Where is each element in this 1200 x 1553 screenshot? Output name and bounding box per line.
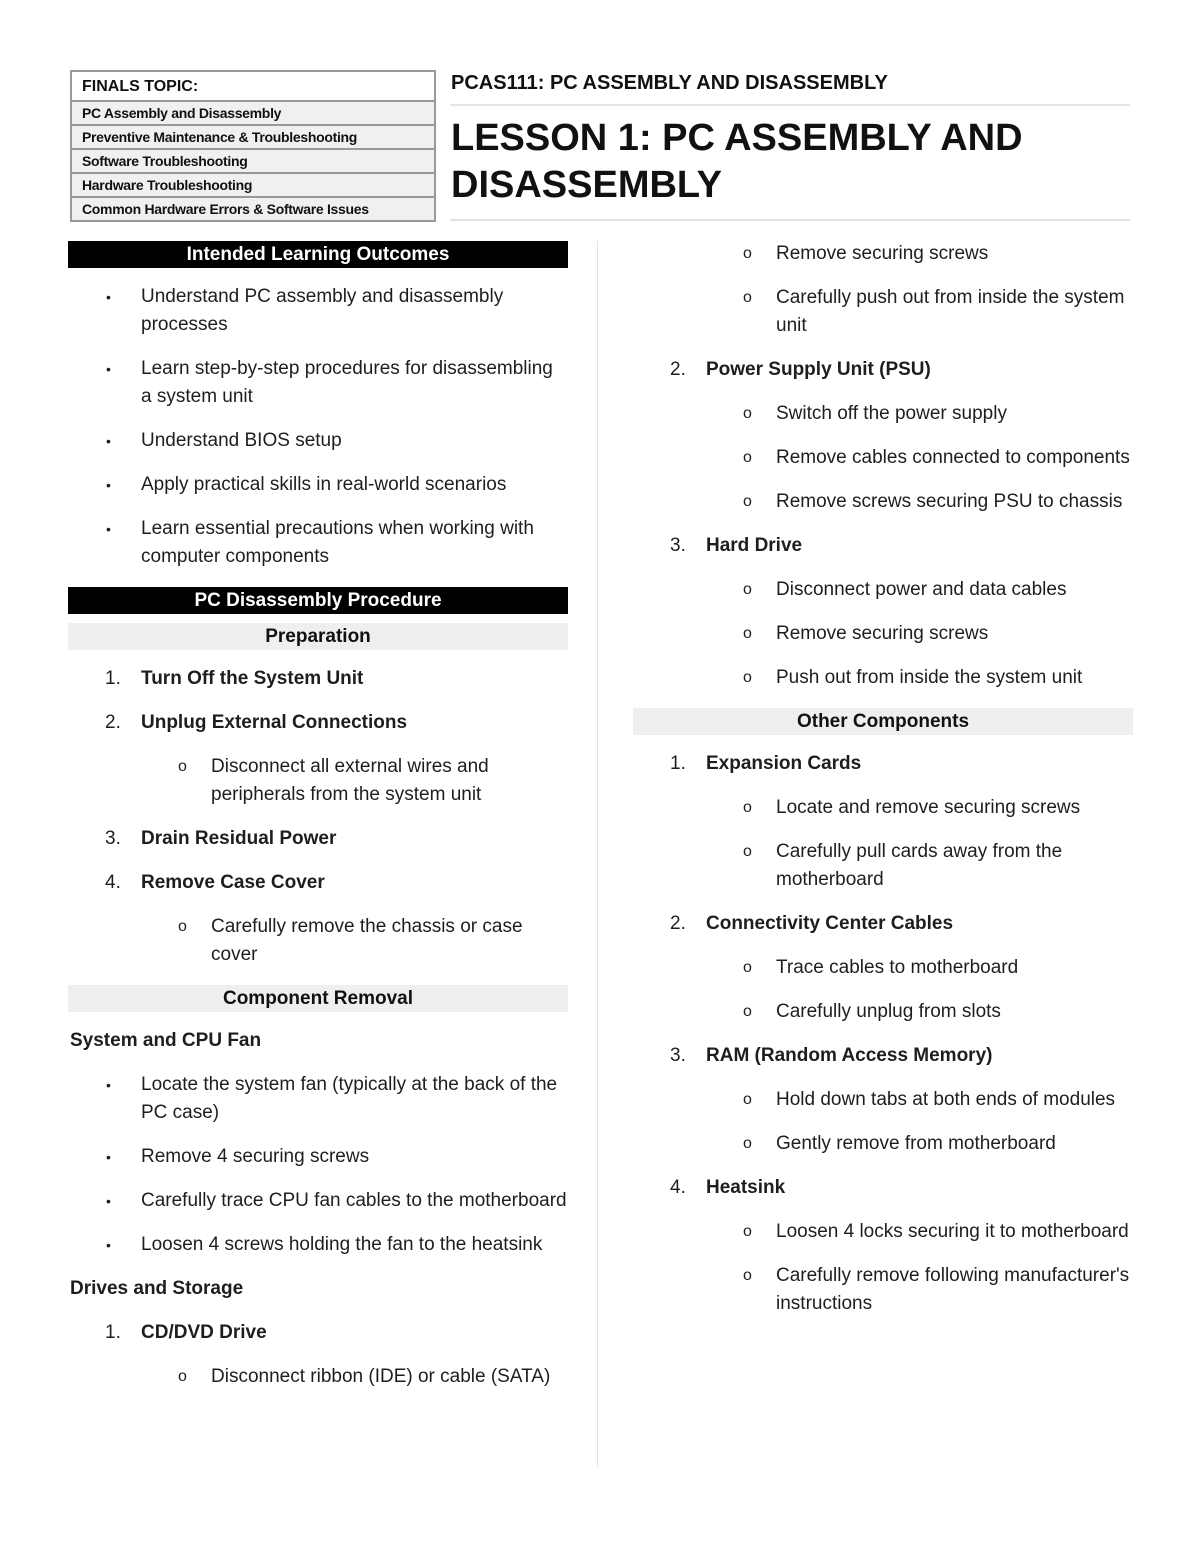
step-item: 1. CD/DVD Drive bbox=[105, 1322, 267, 1343]
sub-item: o Push out from inside the system unit bbox=[633, 664, 1133, 692]
sub-item: o Loosen 4 locks securing it to motherboard bbox=[633, 1218, 1133, 1246]
list-item: • Learn step-by-step procedures for disassembling a system unit bbox=[68, 355, 568, 411]
step-item: 2. Power Supply Unit (PSU) bbox=[670, 359, 931, 380]
course-title: PCAS111: PC ASSEMBLY AND DISASSEMBLY bbox=[451, 72, 888, 94]
circle-bullet-icon: o bbox=[743, 669, 752, 686]
step-item: 4. Heatsink bbox=[670, 1177, 786, 1198]
sub-item: o Remove securing screws bbox=[633, 620, 1133, 648]
step-item: 1. Expansion Cards bbox=[670, 753, 862, 774]
topic-item: Common Hardware Errors & Software Issues bbox=[72, 198, 434, 220]
bullet-icon: • bbox=[106, 477, 111, 493]
sub-item: o Carefully push out from inside the system unit bbox=[633, 284, 1133, 340]
list-item: • Understand PC assembly and disassembly processes bbox=[68, 283, 568, 339]
circle-bullet-icon: o bbox=[743, 1135, 752, 1152]
circle-bullet-icon: o bbox=[743, 959, 752, 976]
list-item: • Apply practical skills in real-world scenarios bbox=[68, 471, 568, 499]
sub-item: o Locate and remove securing screws bbox=[633, 794, 1133, 822]
right-column bbox=[633, 240, 1133, 1334]
heading-system-cpu-fan: System and CPU Fan bbox=[70, 1030, 262, 1051]
list-item: • Loosen 4 screws holding the fan to the heatsink bbox=[68, 1231, 568, 1259]
bullet-icon: • bbox=[106, 1149, 111, 1165]
bullet-icon: • bbox=[106, 521, 111, 537]
bullet-icon: • bbox=[106, 361, 111, 377]
circle-bullet-icon: o bbox=[743, 799, 752, 816]
list-item: • Carefully trace CPU fan cables to the motherboard bbox=[68, 1187, 568, 1215]
sub-item: o Remove cables connected to components bbox=[633, 444, 1133, 472]
finals-topic-box bbox=[70, 70, 436, 222]
subsection-other-components: Other Components bbox=[633, 708, 1133, 735]
circle-bullet-icon: o bbox=[178, 1368, 187, 1385]
sub-item: o Remove securing screws bbox=[633, 240, 1133, 268]
circle-bullet-icon: o bbox=[743, 581, 752, 598]
sub-item: o Carefully remove following manufacturer's instructions bbox=[633, 1262, 1133, 1318]
sub-item: o Carefully pull cards away from the motherboard bbox=[633, 838, 1133, 894]
list-item: • Learn essential precautions when working with computer components bbox=[68, 515, 568, 571]
circle-bullet-icon: o bbox=[743, 1091, 752, 1108]
subsection-component-removal: Component Removal bbox=[68, 985, 568, 1012]
circle-bullet-icon: o bbox=[743, 449, 752, 466]
step-item: 3. Drain Residual Power bbox=[105, 828, 337, 849]
sub-item: o Remove screws securing PSU to chassis bbox=[633, 488, 1133, 516]
finals-topic-title: FINALS TOPIC: bbox=[72, 72, 434, 102]
divider-line bbox=[450, 219, 1130, 221]
list-item: • Locate the system fan (typically at the back of the PC case) bbox=[68, 1071, 568, 1127]
column-divider bbox=[597, 241, 598, 1466]
heading-drives-storage: Drives and Storage bbox=[70, 1278, 244, 1299]
circle-bullet-icon: o bbox=[743, 245, 752, 262]
list-item: • Understand BIOS setup bbox=[68, 427, 568, 455]
circle-bullet-icon: o bbox=[178, 758, 187, 775]
sub-item: o Gently remove from motherboard bbox=[633, 1130, 1133, 1158]
sub-item: o Disconnect power and data cables bbox=[633, 576, 1133, 604]
circle-bullet-icon: o bbox=[743, 843, 752, 860]
step-item: 3. RAM (Random Access Memory) bbox=[670, 1045, 993, 1066]
sub-item: o Carefully unplug from slots bbox=[633, 998, 1133, 1026]
sub-item: o Disconnect all external wires and peripherals from the system unit bbox=[68, 753, 568, 809]
circle-bullet-icon: o bbox=[743, 1267, 752, 1284]
bullet-icon: • bbox=[106, 1077, 111, 1093]
subsection-preparation: Preparation bbox=[68, 623, 568, 650]
sub-item: o Carefully remove the chassis or case cover bbox=[68, 913, 568, 969]
step-item: 1. Turn Off the System Unit bbox=[105, 668, 364, 689]
list-item: • Remove 4 securing screws bbox=[68, 1143, 568, 1171]
circle-bullet-icon: o bbox=[743, 625, 752, 642]
bullet-icon: • bbox=[106, 1237, 111, 1253]
bullet-icon: • bbox=[106, 1193, 111, 1209]
topic-item: Software Troubleshooting bbox=[72, 150, 434, 174]
step-item: 3. Hard Drive bbox=[670, 535, 803, 556]
circle-bullet-icon: o bbox=[743, 1223, 752, 1240]
left-column bbox=[68, 241, 568, 1407]
step-item: 2. Unplug External Connections bbox=[105, 712, 408, 733]
sub-item: o Hold down tabs at both ends of modules bbox=[633, 1086, 1133, 1114]
step-item: 2. Connectivity Center Cables bbox=[670, 913, 954, 934]
topic-item: PC Assembly and Disassembly bbox=[72, 102, 434, 126]
lesson-title: LESSON 1: PC ASSEMBLY AND DISASSEMBLY bbox=[451, 117, 1023, 206]
circle-bullet-icon: o bbox=[743, 405, 752, 422]
bullet-icon: • bbox=[106, 289, 111, 305]
circle-bullet-icon: o bbox=[178, 918, 187, 935]
section-header-procedure: PC Disassembly Procedure bbox=[68, 587, 568, 614]
bullet-icon: • bbox=[106, 433, 111, 449]
topic-item: Preventive Maintenance & Troubleshooting bbox=[72, 126, 434, 150]
circle-bullet-icon: o bbox=[743, 289, 752, 306]
divider-line bbox=[450, 104, 1130, 106]
section-header-ilo: Intended Learning Outcomes bbox=[68, 241, 568, 268]
sub-item: o Trace cables to motherboard bbox=[633, 954, 1133, 982]
sub-item: o Disconnect ribbon (IDE) or cable (SATA) bbox=[68, 1363, 568, 1391]
sub-item: o Switch off the power supply bbox=[633, 400, 1133, 428]
topic-item: Hardware Troubleshooting bbox=[72, 174, 434, 198]
circle-bullet-icon: o bbox=[743, 1003, 752, 1020]
step-item: 4. Remove Case Cover bbox=[105, 872, 325, 893]
circle-bullet-icon: o bbox=[743, 493, 752, 510]
